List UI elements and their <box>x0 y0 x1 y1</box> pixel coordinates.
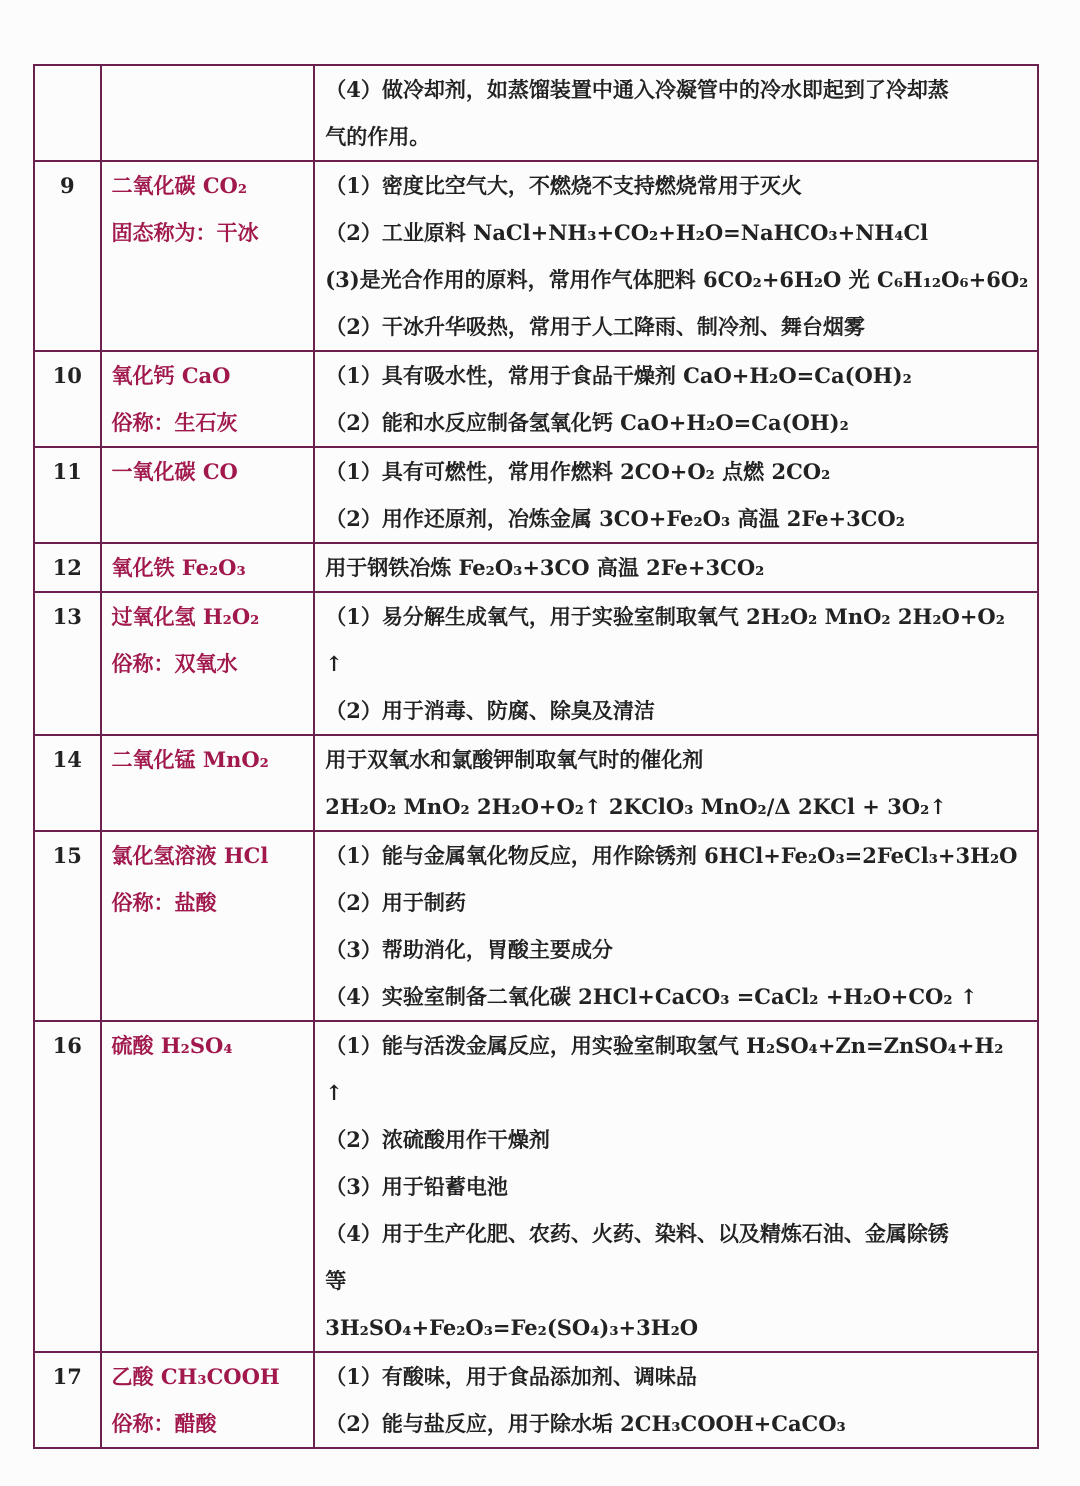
use-line: ↑ <box>325 1080 343 1105</box>
name-line: 过氧化氢 H₂O₂ <box>111 604 260 629</box>
use-line: （1）具有可燃性，常用作燃料 2CO+O₂ 点燃 2CO₂ <box>325 459 831 484</box>
use-line: 3H₂SO₄+Fe₂O₃=Fe₂(SO₄)₃+3H₂O <box>325 1315 699 1340</box>
use-line: （2）能和水反应制备氢氧化钙 CaO+H₂O=Ca(OH)₂ <box>325 410 849 435</box>
row-number: 17 <box>34 1352 101 1448</box>
name-line: 俗称：醋酸 <box>111 1411 217 1436</box>
use-line: ↑ <box>325 651 343 676</box>
use-line: （3）帮助消化，胃酸主要成分 <box>325 937 613 962</box>
use-line: （2）干冰升华吸热，常用于人工降雨、制冷剂、舞台烟雾 <box>325 314 865 339</box>
name-line: 二氧化锰 MnO₂ <box>111 747 269 772</box>
row-number: 10 <box>34 351 101 447</box>
use-line: （2）用于消毒、防腐、除臭及清洁 <box>325 698 655 723</box>
uses-cell <box>314 1352 1038 1448</box>
name-line: 俗称：双氧水 <box>111 651 238 676</box>
substance-name <box>101 161 315 351</box>
use-line: （1）具有吸水性，常用于食品干燥剂 CaO+H₂O=Ca(OH)₂ <box>325 363 912 388</box>
name-line: 乙酸 CH₃COOH <box>111 1364 280 1389</box>
row-number: 9 <box>34 161 101 351</box>
row-number: 15 <box>34 831 101 1021</box>
uses-cell <box>314 735 1038 831</box>
uses-cell <box>314 592 1038 735</box>
use-line: （2）能与盐反应，用于除水垢 2CH₃COOH+CaCO₃ <box>325 1411 846 1436</box>
name-line: 一氧化碳 CO <box>111 459 238 484</box>
substance-name <box>101 351 315 447</box>
table-row <box>34 1021 1038 1352</box>
table-row <box>34 592 1038 735</box>
use-line: （2）用于制药 <box>325 890 466 915</box>
use-line: (3)是光合作用的原料，常用作气体肥料 6CO₂+6H₂O 光 C₆H₁₂O₆+6O₂ <box>325 267 1029 292</box>
name-line: 俗称：盐酸 <box>111 890 217 915</box>
use-line: 用于钢铁冶炼 Fe₂O₃+3CO 高温 2Fe+3CO₂ <box>325 555 765 580</box>
use-line: （4）用于生产化肥、农药、火药、染料、以及精炼石油、金属除锈 <box>325 1221 949 1246</box>
use-line: （4）做冷却剂，如蒸馏装置中通入冷凝管中的冷水即起到了冷却蒸 <box>325 77 949 102</box>
use-line: （2）用作还原剂，冶炼金属 3CO+Fe₂O₃ 高温 2Fe+3CO₂ <box>325 506 905 531</box>
name-line: 氧化钙 CaO <box>111 363 231 388</box>
use-line: （1）有酸味，用于食品添加剂、调味品 <box>325 1364 697 1389</box>
name-line: 硫酸 H₂SO₄ <box>111 1033 233 1058</box>
substance-name <box>101 831 315 1021</box>
use-line: 等 <box>325 1268 347 1293</box>
substance-name <box>101 65 315 161</box>
uses-cell <box>314 1021 1038 1352</box>
uses-cell <box>314 161 1038 351</box>
table-row <box>34 161 1038 351</box>
table-row <box>34 543 1038 592</box>
use-line: （3）用于铅蓄电池 <box>325 1174 508 1199</box>
name-line: 二氧化碳 CO₂ <box>111 173 248 198</box>
table-row <box>34 351 1038 447</box>
substance-name <box>101 1352 315 1448</box>
uses-cell <box>314 543 1038 592</box>
name-line: 俗称：生石灰 <box>111 410 238 435</box>
use-line: 2H₂O₂ MnO₂ 2H₂O+O₂↑ 2KClO₃ MnO₂/Δ 2KCl + 3O₂↑ <box>325 794 947 819</box>
name-line: 氧化铁 Fe₂O₃ <box>111 555 246 580</box>
row-number: 16 <box>34 1021 101 1352</box>
uses-cell <box>314 831 1038 1021</box>
table-row <box>34 65 1038 161</box>
row-number: 13 <box>34 592 101 735</box>
row-number: 11 <box>34 447 101 543</box>
substance-name <box>101 592 315 735</box>
row-number <box>34 65 101 161</box>
use-line: 气的作用。 <box>325 124 431 149</box>
use-line: （1）能与金属氧化物反应，用作除锈剂 6HCl+Fe₂O₃=2FeCl₃+3H₂O <box>325 843 1018 868</box>
substance-name <box>101 1021 315 1352</box>
substance-name <box>101 447 315 543</box>
chemicals-uses-table <box>33 64 1039 1449</box>
name-line: 氯化氢溶液 HCl <box>111 843 269 868</box>
uses-cell <box>314 447 1038 543</box>
row-number: 14 <box>34 735 101 831</box>
name-line: 固态称为：干冰 <box>111 220 259 245</box>
table-row <box>34 735 1038 831</box>
substance-name <box>101 735 315 831</box>
use-line: （4）实验室制备二氧化碳 2HCl+CaCO₃ =CaCl₂ +H₂O+CO₂ ↑ <box>325 984 978 1009</box>
use-line: （1）易分解生成氧气，用于实验室制取氧气 2H₂O₂ MnO₂ 2H₂O+O₂ <box>325 604 1005 629</box>
table-row <box>34 831 1038 1021</box>
use-line: （1）密度比空气大，不燃烧不支持燃烧常用于灭火 <box>325 173 802 198</box>
use-line: （1）能与活泼金属反应，用实验室制取氢气 H₂SO₄+Zn=ZnSO₄+H₂ <box>325 1033 1004 1058</box>
uses-cell <box>314 351 1038 447</box>
use-line: （2）浓硫酸用作干燥剂 <box>325 1127 550 1152</box>
use-line: 用于双氧水和氯酸钾制取氧气时的催化剂 <box>325 747 704 772</box>
row-number: 12 <box>34 543 101 592</box>
table-row <box>34 447 1038 543</box>
table-row <box>34 1352 1038 1448</box>
substance-name <box>101 543 315 592</box>
use-line: （2）工业原料 NaCl+NH₃+CO₂+H₂O=NaHCO₃+NH₄Cl <box>325 220 929 245</box>
uses-cell <box>314 65 1038 161</box>
